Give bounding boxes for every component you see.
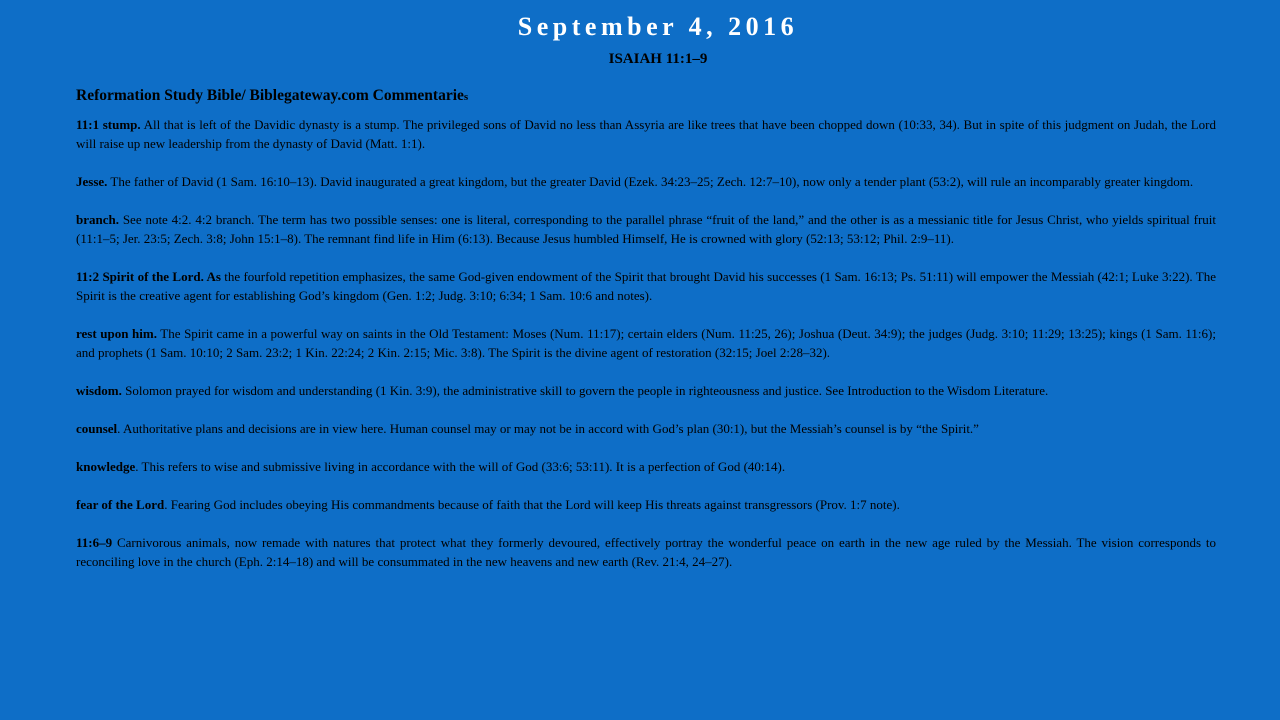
paragraph-term: counsel: [76, 421, 118, 436]
commentary-paragraph-counsel: [76, 419, 1216, 438]
paragraph-term: knowledge: [76, 459, 136, 474]
paragraph-term: branch.: [76, 212, 119, 227]
paragraph-term: Jesse.: [76, 174, 108, 189]
slide-title: September 4, 2016: [517, 12, 799, 41]
paragraph-text: All that is left of the Davidic dynasty is a stump. The privileged sons of David no less than Assyria are like trees that have been chopped down (10:33, 34). But in spite of this judgment on Judah, the Lord will raise up new leadership from the dynasty of David (Matt. 1:1).: [76, 117, 1216, 151]
paragraph-term: rest upon him.: [76, 326, 157, 341]
commentary-paragraph-fear: [76, 495, 1216, 514]
commentary-paragraph-wisdom: [76, 381, 1216, 400]
paragraph-term: 11:6–9: [76, 535, 113, 550]
paragraph-text: Carnivorous animals, now remade with natures that protect what they formerly devoured, effectively portray the wonderful peace on earth in the new age ruled by the Messiah. The vision corresponds to reconciling love in the church (Eph. 2:14–18) and will be consummated in the new heavens and new earth (Rev. 21:4, 24–27).: [76, 535, 1216, 569]
paragraph-text: . This refers to wise and submissive living in accordance with the will of God (33:6; 53:11). It is a perfection of God (40:14).: [135, 459, 786, 474]
commentary-paragraph-jesse: [76, 172, 1216, 191]
paragraph-text: The father of David (1 Sam. 16:10–13). David inaugurated a great kingdom, but the greater David (Ezek. 34:23–25; Zech. 12:7–10), now only a tender plant (53:2), will rule an incomparably greater kingdom.: [107, 174, 1194, 189]
paragraph-text: The Spirit came in a powerful way on saints in the Old Testament: Moses (Num. 11:17); certain elders (Num. 11:25, 26); Joshua (Deut. 34:9); the judges (Judg. 3:10; 11:29; 13:25); kings (1 Sam. 11:6); and prophets (1 Sam. 10:10; 2 Sam. 23:2; 1 Kin. 22:24; 2 Kin. 2:15; Mic. 3:8). The Spirit is the divine agent of restoration (32:15; Joel 2:28–32).: [76, 326, 1216, 360]
commentary-heading-tail: s: [463, 91, 469, 103]
paragraph-term: 11:2 Spirit of the Lord. As: [76, 269, 221, 284]
paragraph-text: the fourfold repetition emphasizes, the same God-given endowment of the Spirit that brought David his successes (1 Sam. 16:13; Ps. 51:11) will empower the Messiah (42:1; Luke 3:22). The Spirit is the creative agent for establishing God’s kingdom (Gen. 1:2; Judg. 3:10; 6:34; 1 Sam. 10:6 and notes).: [76, 269, 1216, 303]
paragraph-text: . Fearing God includes obeying His commandments because of faith that the Lord will keep His threats against transgressors (Prov. 1:7 note).: [164, 497, 900, 512]
paragraph-text: . Authoritative plans and decisions are in view here. Human counsel may or may not be in accord with God’s plan (30:1), but the Messiah’s counsel is by “the Spirit.”: [117, 421, 979, 436]
paragraph-text: See note 4:2. 4:2 branch. The term has two possible senses: one is literal, corresponding to the parallel phrase “fruit of the land,” and the other is as a messianic title for Jesus Christ, who yields spiritual fruit (11:1–5; Jer. 23:5; Zech. 3:8; John 15:1–8). The remnant find life in Him (6:13). Because Jesus humbled Himself, He is crowned with glory (52:13; 53:12; Phil. 2:9–11).: [76, 212, 1216, 246]
commentary-paragraph-stump: [76, 115, 1216, 153]
commentary-paragraph-branch: [76, 210, 1216, 248]
scripture-reference: ISAIAH 11:1–9: [608, 51, 708, 67]
commentary-paragraph-spirit: [76, 267, 1216, 305]
commentary-paragraph-animals: [76, 533, 1216, 571]
commentary-body: [76, 115, 1216, 571]
paragraph-term: fear of the Lord: [76, 497, 165, 512]
paragraph-term: 11:1 stump.: [76, 117, 141, 132]
commentary-heading: [76, 86, 468, 107]
commentary-heading-main: Reformation Study Bible/ Biblegateway.com Commentarie: [76, 87, 464, 104]
paragraph-term: wisdom.: [76, 383, 122, 398]
commentary-paragraph-knowledge: [76, 457, 1216, 476]
paragraph-text: Solomon prayed for wisdom and understanding (1 Kin. 3:9), the administrative skill to govern the people in righteousness and justice. See Introduction to the Wisdom Literature.: [121, 383, 1049, 398]
commentary-paragraph-rest: [76, 324, 1216, 362]
